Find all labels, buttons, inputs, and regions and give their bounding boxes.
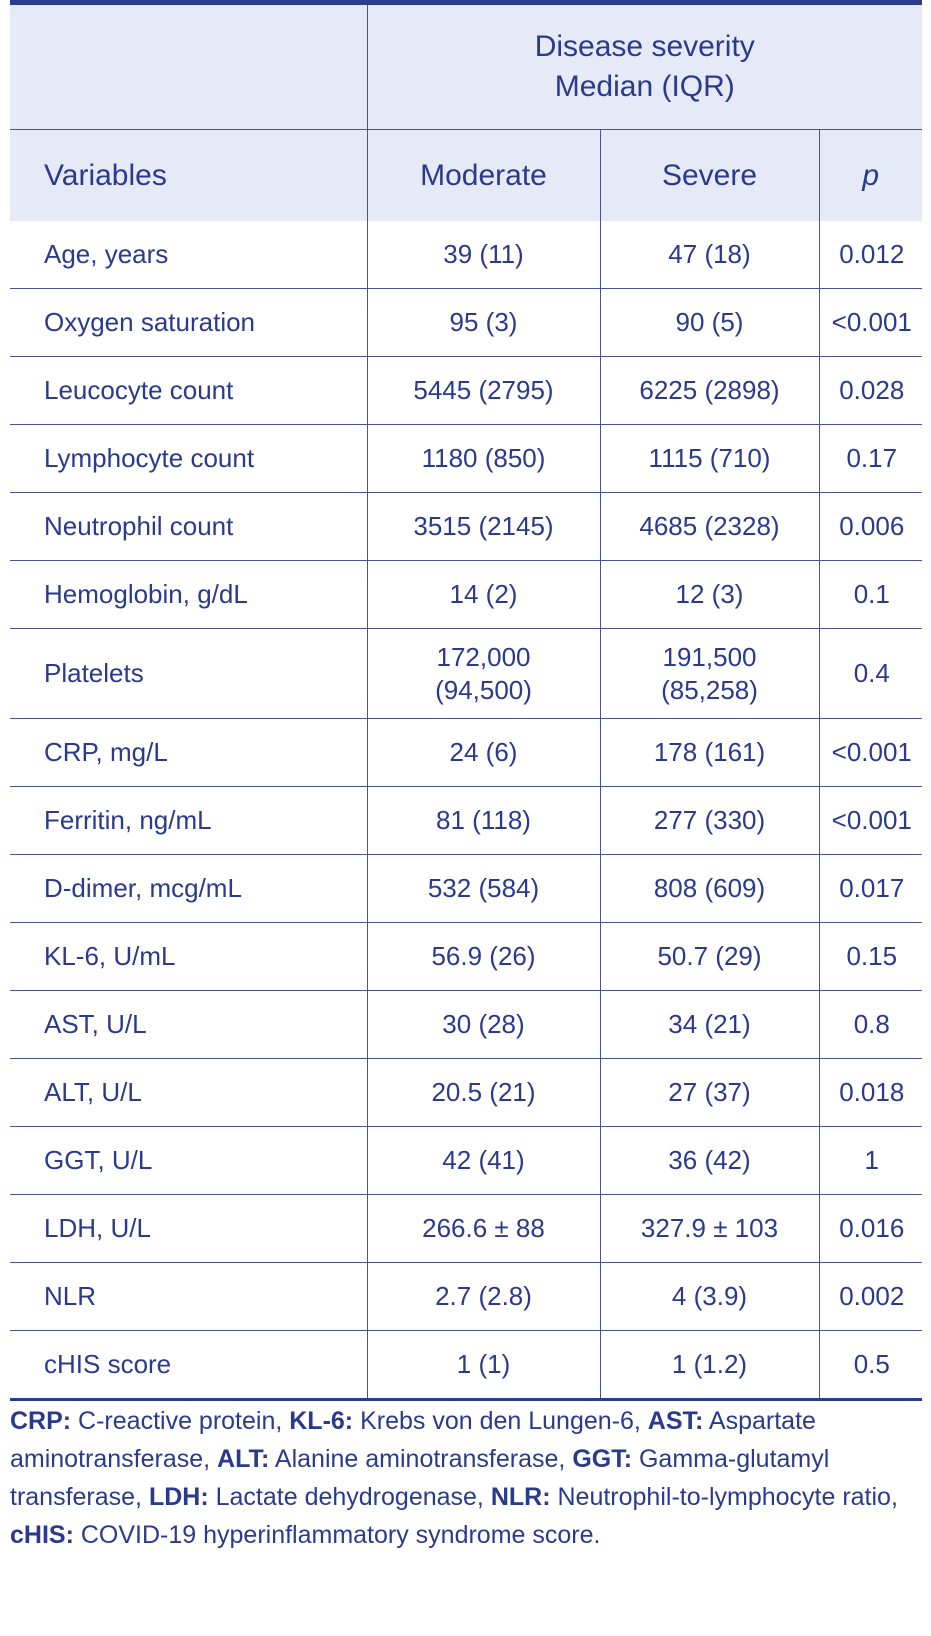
- variable-cell: ALT, U/L: [10, 1059, 367, 1127]
- footnote-abbr-kl6: KL-6:: [289, 1407, 354, 1435]
- column-header-variables: Variables: [10, 130, 367, 222]
- p-value-cell: 0.5: [819, 1331, 922, 1400]
- p-value-cell: 0.4: [819, 629, 922, 719]
- variable-cell: AST, U/L: [10, 991, 367, 1059]
- severe-cell: 6225 (2898): [600, 357, 819, 425]
- p-value-cell: 0.002: [819, 1263, 922, 1331]
- table-row: [10, 991, 922, 1059]
- p-value-cell: 0.17: [819, 425, 922, 493]
- footnote-text-nlr: Neutrophil-to-lymphocyte ratio,: [550, 1483, 898, 1511]
- variable-cell: NLR: [10, 1263, 367, 1331]
- severe-cell: 4 (3.9): [600, 1263, 819, 1331]
- table-row: [10, 357, 922, 425]
- column-header-moderate: Moderate: [367, 130, 600, 222]
- group-header-line2: Median (IQR): [554, 70, 735, 103]
- table-row: [10, 1195, 922, 1263]
- moderate-cell: 56.9 (26): [367, 923, 600, 991]
- severe-cell: 47 (18): [600, 221, 819, 289]
- table-row: [10, 493, 922, 561]
- p-value-cell: 1: [819, 1127, 922, 1195]
- footnote-abbr-nlr: NLR:: [490, 1483, 551, 1511]
- severe-cell: 1115 (710): [600, 425, 819, 493]
- footnote-abbr-chis: cHIS:: [10, 1521, 74, 1549]
- moderate-cell: 30 (28): [367, 991, 600, 1059]
- moderate-cell: 14 (2): [367, 561, 600, 629]
- variable-cell: Age, years: [10, 221, 367, 289]
- variable-cell: Oxygen saturation: [10, 289, 367, 357]
- footnote-abbr-ldh: LDH:: [148, 1483, 209, 1511]
- variable-cell: Platelets: [10, 629, 367, 719]
- severe-cell: 808 (609): [600, 855, 819, 923]
- footnote-text-ggt: Gamma-glutamyl transferase,: [10, 1445, 830, 1511]
- results-table: [10, 0, 922, 1401]
- moderate-cell: 81 (118): [367, 787, 600, 855]
- severe-cell: 12 (3): [600, 561, 819, 629]
- empty-corner-cell: [10, 3, 367, 130]
- footnote-text-ast: Aspartate aminotransferase,: [10, 1407, 816, 1473]
- footnote-text-chis: COVID-19 hyperinflammatory syndrome score.: [73, 1521, 601, 1549]
- table-row: [10, 289, 922, 357]
- variable-cell: Leucocyte count: [10, 357, 367, 425]
- moderate-value-line1: 172,000: [436, 641, 531, 672]
- footnote-abbr-ast: AST:: [647, 1407, 704, 1435]
- variable-cell: Ferritin, ng/mL: [10, 787, 367, 855]
- table-row: [10, 1263, 922, 1331]
- p-value-cell: 0.006: [819, 493, 922, 561]
- p-value-cell: 0.15: [819, 923, 922, 991]
- moderate-cell: 532 (584): [367, 855, 600, 923]
- table-row: [10, 787, 922, 855]
- severe-value-line2: (85,258): [661, 674, 758, 705]
- variable-cell: KL-6, U/mL: [10, 923, 367, 991]
- moderate-cell: 3515 (2145): [367, 493, 600, 561]
- severe-cell: 50.7 (29): [600, 923, 819, 991]
- table-row: [10, 855, 922, 923]
- table-row: [10, 561, 922, 629]
- moderate-cell: [367, 629, 600, 719]
- table-footnote: [10, 1402, 915, 1554]
- table-row: [10, 1331, 922, 1400]
- variable-cell: GGT, U/L: [10, 1127, 367, 1195]
- p-value-cell: 0.8: [819, 991, 922, 1059]
- footnote-abbr-ggt: GGT:: [572, 1445, 633, 1473]
- moderate-cell: 42 (41): [367, 1127, 600, 1195]
- table-row: [10, 719, 922, 787]
- table-row: [10, 629, 922, 719]
- column-header-p: p: [819, 130, 922, 222]
- severe-cell: 178 (161): [600, 719, 819, 787]
- p-value-cell: 0.028: [819, 357, 922, 425]
- variable-cell: CRP, mg/L: [10, 719, 367, 787]
- footnote-text-ldh: Lactate dehydrogenase,: [208, 1483, 491, 1511]
- column-header-severe: Severe: [600, 130, 819, 222]
- p-value-cell: 0.018: [819, 1059, 922, 1127]
- footnote-text-crp: C-reactive protein,: [71, 1407, 290, 1435]
- variable-cell: D-dimer, mcg/mL: [10, 855, 367, 923]
- p-value-cell: 0.012: [819, 221, 922, 289]
- table-row: [10, 923, 922, 991]
- severe-cell: [600, 629, 819, 719]
- group-header-line1: Disease severity: [534, 30, 755, 63]
- table-row: [10, 1127, 922, 1195]
- moderate-cell: 5445 (2795): [367, 357, 600, 425]
- moderate-cell: 1 (1): [367, 1331, 600, 1400]
- severe-cell: 1 (1.2): [600, 1331, 819, 1400]
- severe-cell: 27 (37): [600, 1059, 819, 1127]
- footnote-abbr-alt: ALT:: [217, 1445, 270, 1473]
- moderate-cell: 2.7 (2.8): [367, 1263, 600, 1331]
- table-row: [10, 1059, 922, 1127]
- variable-cell: cHIS score: [10, 1331, 367, 1400]
- disease-severity-header: [367, 3, 922, 130]
- severe-cell: 90 (5): [600, 289, 819, 357]
- moderate-value-line2: (94,500): [435, 674, 532, 705]
- table-row: [10, 221, 922, 289]
- moderate-cell: 1180 (850): [367, 425, 600, 493]
- moderate-cell: 39 (11): [367, 221, 600, 289]
- severe-value-line1: 191,500: [662, 641, 757, 672]
- severe-cell: 34 (21): [600, 991, 819, 1059]
- moderate-cell: 24 (6): [367, 719, 600, 787]
- p-value-cell: <0.001: [819, 787, 922, 855]
- results-table-container: [10, 0, 922, 1401]
- severe-cell: 36 (42): [600, 1127, 819, 1195]
- severe-cell: 4685 (2328): [600, 493, 819, 561]
- footnote-text-kl6: Krebs von den Lungen-6,: [353, 1407, 648, 1435]
- moderate-cell: 20.5 (21): [367, 1059, 600, 1127]
- footnote-abbr-crp: CRP:: [10, 1407, 72, 1435]
- variable-cell: Neutrophil count: [10, 493, 367, 561]
- severe-cell: 277 (330): [600, 787, 819, 855]
- moderate-cell: 95 (3): [367, 289, 600, 357]
- variable-cell: Lymphocyte count: [10, 425, 367, 493]
- p-value-cell: 0.1: [819, 561, 922, 629]
- p-value-cell: 0.016: [819, 1195, 922, 1263]
- moderate-cell: 266.6 ± 88: [367, 1195, 600, 1263]
- variable-cell: LDH, U/L: [10, 1195, 367, 1263]
- severe-cell: 327.9 ± 103: [600, 1195, 819, 1263]
- variable-cell: Hemoglobin, g/dL: [10, 561, 367, 629]
- column-header-row: [10, 130, 922, 222]
- p-value-cell: <0.001: [819, 289, 922, 357]
- group-header-row: [10, 3, 922, 130]
- p-value-cell: 0.017: [819, 855, 922, 923]
- table-row: [10, 425, 922, 493]
- p-value-cell: <0.001: [819, 719, 922, 787]
- footnote-text-alt: Alanine aminotransferase,: [269, 1445, 573, 1473]
